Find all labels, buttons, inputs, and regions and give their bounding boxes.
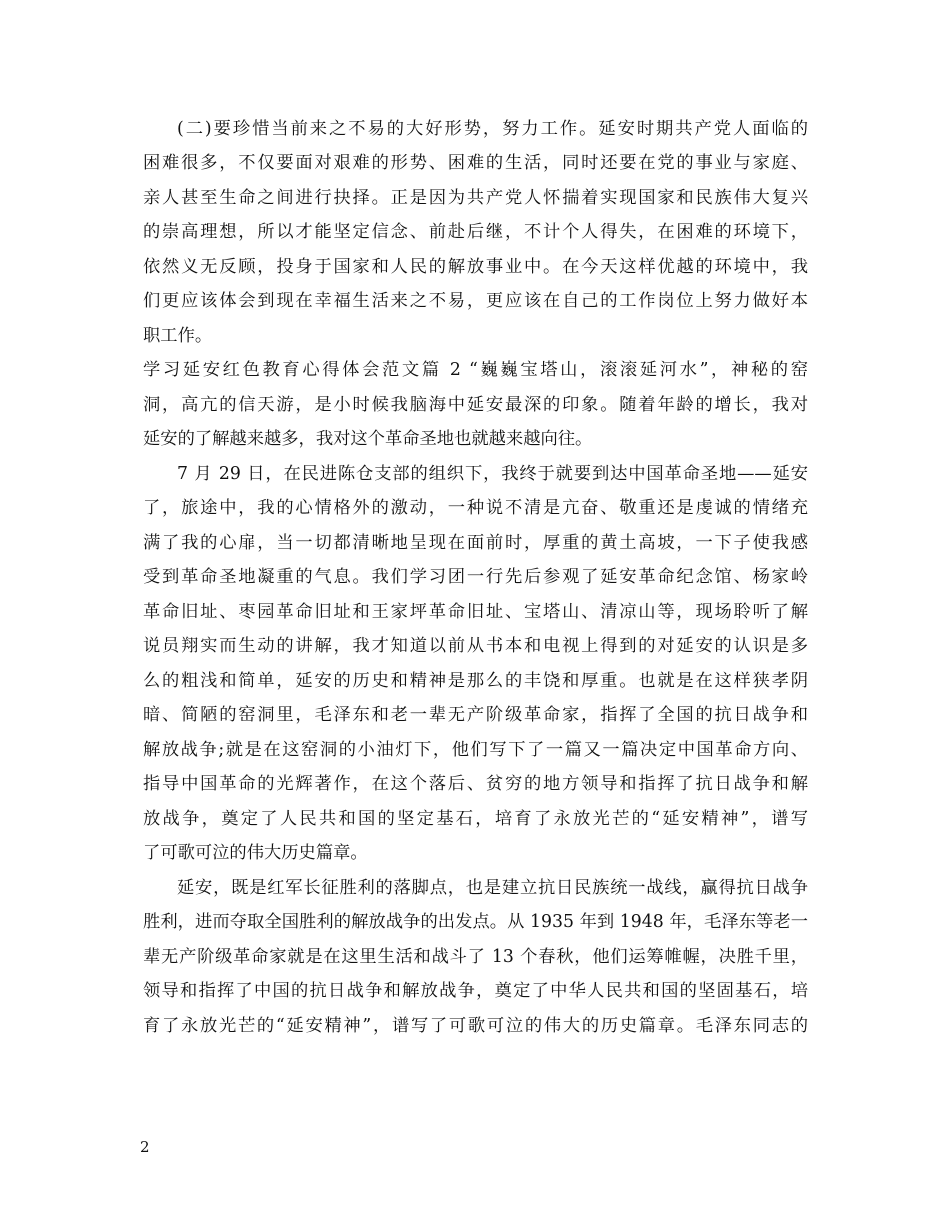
paragraph-line: 满了我的心扉，当一切都清晰地呈现在面前时，厚重的黄土高坡，一下子使我感	[143, 533, 808, 553]
paragraph-line: 了，旅途中，我的心情格外的激动，一种说不清是亢奋、敬重还是虔诚的情绪充	[143, 498, 808, 518]
paragraph-line: 辈无产阶级革命家就是在这里生活和战斗了 13 个春秋，他们运筹帷幄，决胜千里，	[143, 947, 808, 967]
paragraph-line: 的崇高理想，所以才能坚定信念、前赴后继，不计个人得失，在困难的环境下，	[143, 222, 808, 242]
paragraph-line: 受到革命圣地凝重的气息。我们学习团一行先后参观了延安革命纪念馆、杨家岭	[143, 567, 808, 587]
paragraph-line: 洞，高亢的信天游，是小时候我脑海中延安最深的印象。随着年龄的增长，我对	[143, 395, 808, 415]
paragraph-line: 亲人甚至生命之间进行抉择。正是因为共产党人怀揣着实现国家和民族伟大复兴	[143, 188, 808, 208]
paragraph-line: 职工作。	[143, 326, 213, 346]
page-number: 2	[140, 1138, 150, 1156]
paragraph-line: 育了永放光芒的“延安精神”，谱写了可歌可泣的伟大的历史篇章。毛泽东同志的	[143, 1016, 808, 1036]
paragraph-line: 延安，既是红军长征胜利的落脚点，也是建立抗日民族统一战线，赢得抗日战争	[177, 878, 808, 898]
paragraph-line: 解放战争;就是在这窑洞的小油灯下，他们写下了一篇又一篇决定中国革命方向、	[143, 740, 808, 760]
paragraph-line: 胜利，进而夺取全国胜利的解放战争的出发点。从 1935 年到 1948 年，毛泽东等老一	[143, 912, 808, 932]
paragraph-line: 领导和指挥了中国的抗日战争和解放战争，奠定了中华人民共和国的坚固基石，培	[143, 981, 808, 1001]
paragraph-line: 革命旧址、枣园革命旧址和王家坪革命旧址、宝塔山、清凉山等，现场聆听了解	[143, 602, 808, 622]
paragraph-line: 依然义无反顾，投身于国家和人民的解放事业中。在今天这样优越的环境中，我	[143, 257, 808, 277]
section-heading-line: 学习延安红色教育心得体会范文篇 2 “巍巍宝塔山，滚滚延河水”，神秘的窑	[143, 360, 808, 380]
paragraph-line: 7 月 29 日，在民进陈仓支部的组织下，我终于就要到达中国革命圣地——延安	[177, 464, 808, 484]
paragraph-line: 指导中国革命的光辉著作，在这个落后、贫穷的地方领导和指挥了抗日战争和解	[143, 774, 808, 794]
paragraph-line: (二)要珍惜当前来之不易的大好形势，努力工作。延安时期共产党人面临的	[177, 119, 808, 139]
paragraph-line: 了可歌可泣的伟大历史篇章。	[143, 843, 368, 863]
paragraph-line: 暗、简陋的窑洞里，毛泽东和老一辈无产阶级革命家，指挥了全国的抗日战争和	[143, 705, 808, 725]
paragraph-line: 延安的了解越来越多，我对这个革命圣地也就越来越向往。	[143, 429, 593, 449]
paragraph-line: 放战争，奠定了人民共和国的坚定基石，培育了永放光芒的“延安精神”，谱写	[143, 809, 808, 829]
paragraph-line: 说员翔实而生动的讲解，我才知道以前从书本和电视上得到的对延安的认识是多	[143, 636, 808, 656]
paragraph-line: 么的粗浅和简单，延安的历史和精神是那么的丰饶和厚重。也就是在这样狭孝阴	[143, 671, 808, 691]
paragraph-line: 们更应该体会到现在幸福生活来之不易，更应该在自己的工作岗位上努力做好本	[143, 291, 808, 311]
paragraph-line: 困难很多，不仅要面对艰难的形势、困难的生活，同时还要在党的事业与家庭、	[143, 153, 808, 173]
